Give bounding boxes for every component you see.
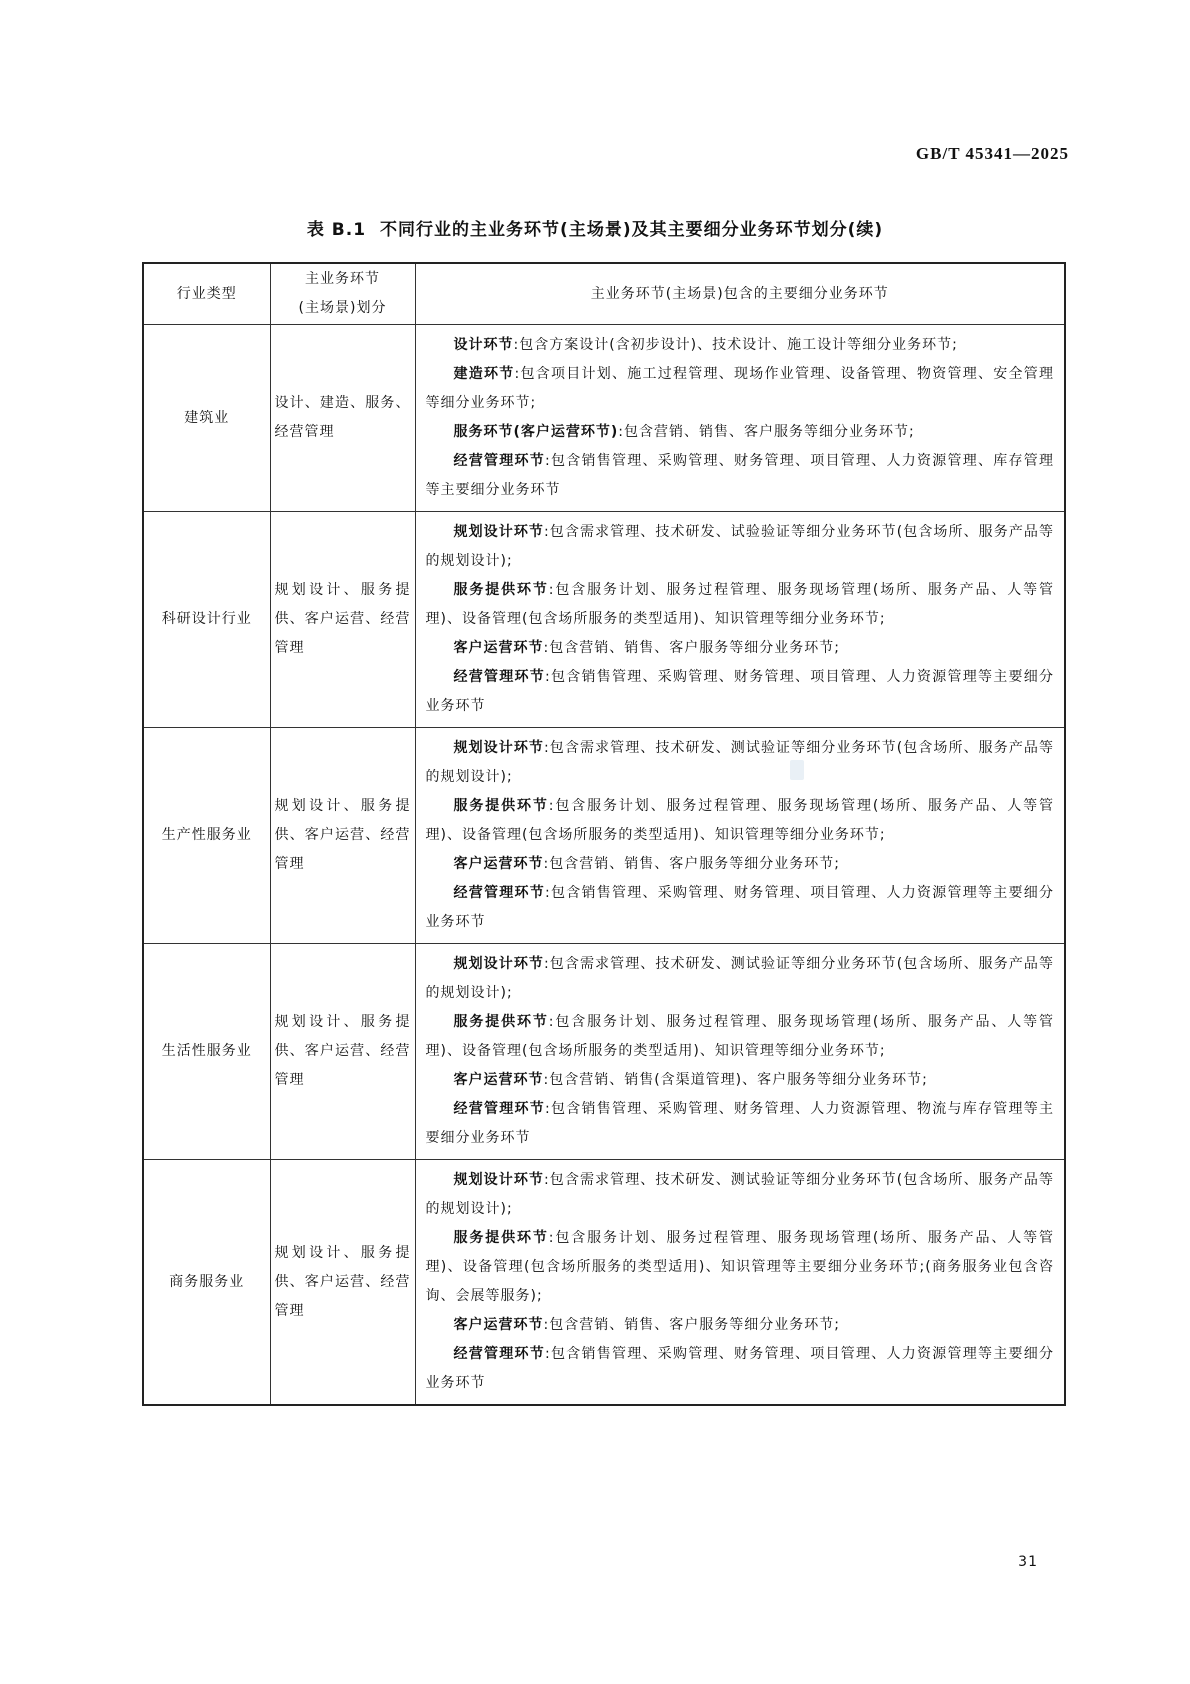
sub-business-item (426, 447, 1055, 505)
sub-business-item-text: :包含服务计划、服务过程管理、服务现场管理(场所、服务产品、人等管理)、设备管理(包含场所服务的类型适用)、知识管理等细分业务环节; (425, 1014, 1054, 1059)
header-industry: 行业类型 (143, 263, 270, 325)
sub-business-item-text: :包含销售管理、采购管理、财务管理、人力资源管理、物流与库存管理等主要细分业务环节 (425, 1101, 1055, 1146)
sub-business-cell (415, 1160, 1065, 1406)
industry-cell: 建筑业 (143, 325, 270, 512)
sub-business-item (426, 360, 1055, 418)
sub-business-item-text: :包含需求管理、技术研发、测试验证等细分业务环节(包含场所、服务产品等的规划设计); (425, 1172, 1054, 1217)
sub-business-item-label: 服务提供环节 (453, 1230, 549, 1246)
sub-business-item-text: :包含销售管理、采购管理、财务管理、项目管理、人力资源管理、库存管理等主要细分业务环节 (425, 453, 1055, 498)
sub-business-item (426, 663, 1055, 721)
industry-cell: 生产性服务业 (143, 728, 270, 944)
table-row (143, 325, 1065, 512)
sub-business-item-label: 经营管理环节 (453, 1346, 546, 1362)
sub-business-item-text: :包含方案设计(含初步设计)、技术设计、施工设计等细分业务环节; (513, 337, 958, 353)
sub-business-item (426, 1311, 1055, 1340)
sub-business-item-label: 服务提供环节 (453, 1014, 549, 1030)
sub-business-cell (415, 512, 1065, 728)
sub-business-item-label: 经营管理环节 (453, 453, 546, 469)
table-row (143, 1160, 1065, 1406)
sub-business-item (426, 850, 1055, 879)
sub-business-item-text: :包含营销、销售、客户服务等细分业务环节; (618, 424, 915, 440)
sub-business-item-text: :包含服务计划、服务过程管理、服务现场管理(场所、服务产品、人等管理)、设备管理(包含场所服务的类型适用)、知识管理等细分业务环节; (425, 798, 1054, 843)
sub-business-item (426, 879, 1055, 937)
standard-number: GB/T 45341—2025 (915, 144, 1069, 163)
sub-business-item-label: 经营管理环节 (453, 885, 546, 901)
sub-business-item (426, 331, 1055, 360)
industry-business-table (142, 262, 1066, 1406)
sub-business-item-text: :包含需求管理、技术研发、测试验证等细分业务环节(包含场所、服务产品等的规划设计); (425, 956, 1054, 1001)
sub-business-item-text: :包含服务计划、服务过程管理、服务现场管理(场所、服务产品、人等管理)、设备管理(包含场所服务的类型适用)、知识管理等细分业务环节; (425, 582, 1054, 627)
sub-business-item-text: :包含销售管理、采购管理、财务管理、项目管理、人力资源管理等主要细分业务环节 (425, 885, 1055, 930)
table-row (143, 944, 1065, 1160)
table-caption (0, 215, 1190, 240)
sub-business-item-text: :包含需求管理、技术研发、测试验证等细分业务环节(包含场所、服务产品等的规划设计); (425, 740, 1054, 785)
sub-business-item (426, 1224, 1055, 1311)
sub-business-item-text: :包含服务计划、服务过程管理、服务现场管理(场所、服务产品、人等管理)、设备管理(包含场所服务的类型适用)、知识管理等主要细分业务环节;(商务服务业包含咨询、会展等服务); (425, 1230, 1054, 1304)
sub-business-item-text: :包含销售管理、采购管理、财务管理、项目管理、人力资源管理等主要细分业务环节 (425, 669, 1055, 714)
sub-business-cell (415, 728, 1065, 944)
sub-business-item-label: 客户运营环节 (453, 1317, 544, 1333)
sub-business-item-label: 设计环节 (453, 337, 514, 353)
business-split-cell: 规划设计、服务提供、客户运营、经营管理 (270, 728, 415, 944)
table-header-row (143, 263, 1065, 325)
sub-business-item-label: 规划设计环节 (453, 524, 544, 540)
sub-business-item-text: :包含营销、销售、客户服务等细分业务环节; (543, 856, 840, 872)
sub-business-item-label: 经营管理环节 (453, 669, 546, 685)
sub-business-item (426, 1340, 1055, 1398)
sub-business-item (426, 1166, 1055, 1224)
sub-business-item-label: 规划设计环节 (453, 956, 544, 972)
sub-business-item-text: :包含销售管理、采购管理、财务管理、项目管理、人力资源管理等主要细分业务环节 (425, 1346, 1055, 1391)
sub-business-item-text: :包含营销、销售、客户服务等细分业务环节; (543, 1317, 840, 1333)
sub-business-item (426, 792, 1055, 850)
sub-business-item-label: 服务环节(客户运营环节) (453, 424, 619, 440)
table-caption-number: 表 B.1 (306, 220, 367, 240)
sub-business-item-label: 规划设计环节 (453, 1172, 544, 1188)
table-row (143, 728, 1065, 944)
sub-business-item (426, 734, 1055, 792)
sub-business-item-text: :包含项目计划、施工过程管理、现场作业管理、设备管理、物资管理、安全管理等细分业务环节; (425, 366, 1055, 411)
sub-business-item-text: :包含营销、销售(含渠道管理)、客户服务等细分业务环节; (543, 1072, 928, 1088)
header-split-line1: 主业务环节 (305, 271, 380, 287)
sub-business-item (426, 518, 1055, 576)
header-sub-business-details: 主业务环节(主场景)包含的主要细分业务环节 (415, 263, 1065, 325)
sub-business-cell (415, 944, 1065, 1160)
sub-business-item-label: 建造环节 (453, 366, 515, 382)
table-row (143, 512, 1065, 728)
sub-business-item (426, 1095, 1055, 1153)
sub-business-item-text: :包含营销、销售、客户服务等细分业务环节; (543, 640, 840, 656)
sub-business-item-label: 服务提供环节 (453, 582, 549, 598)
table-caption-title: 不同行业的主业务环节(主场景)及其主要细分业务环节划分(续) (380, 220, 884, 240)
industry-cell: 生活性服务业 (143, 944, 270, 1160)
industry-cell: 商务服务业 (143, 1160, 270, 1406)
sub-business-item (426, 950, 1055, 1008)
business-split-cell: 规划设计、服务提供、客户运营、经营管理 (270, 1160, 415, 1406)
sub-business-item-label: 客户运营环节 (453, 1072, 544, 1088)
page-number: 31 (1018, 1554, 1038, 1570)
header-main-business-split (270, 263, 415, 325)
sub-business-item-label: 经营管理环节 (453, 1101, 546, 1117)
sub-business-item (426, 1008, 1055, 1066)
sub-business-item (426, 576, 1055, 634)
sub-business-item-label: 客户运营环节 (453, 856, 544, 872)
sub-business-item-text: :包含需求管理、技术研发、试验验证等细分业务环节(包含场所、服务产品等的规划设计); (425, 524, 1054, 569)
business-split-cell: 规划设计、服务提供、客户运营、经营管理 (270, 944, 415, 1160)
business-split-cell: 规划设计、服务提供、客户运营、经营管理 (270, 512, 415, 728)
business-split-cell: 设计、建造、服务、经营管理 (270, 325, 415, 512)
sub-business-item-label: 规划设计环节 (453, 740, 544, 756)
sub-business-item-label: 服务提供环节 (453, 798, 549, 814)
header-split-line2: (主场景)划分 (298, 300, 387, 316)
sub-business-item (426, 634, 1055, 663)
sub-business-item-label: 客户运营环节 (453, 640, 544, 656)
sub-business-cell (415, 325, 1065, 512)
sub-business-item (426, 418, 1055, 447)
industry-cell: 科研设计行业 (143, 512, 270, 728)
sub-business-item (426, 1066, 1055, 1095)
